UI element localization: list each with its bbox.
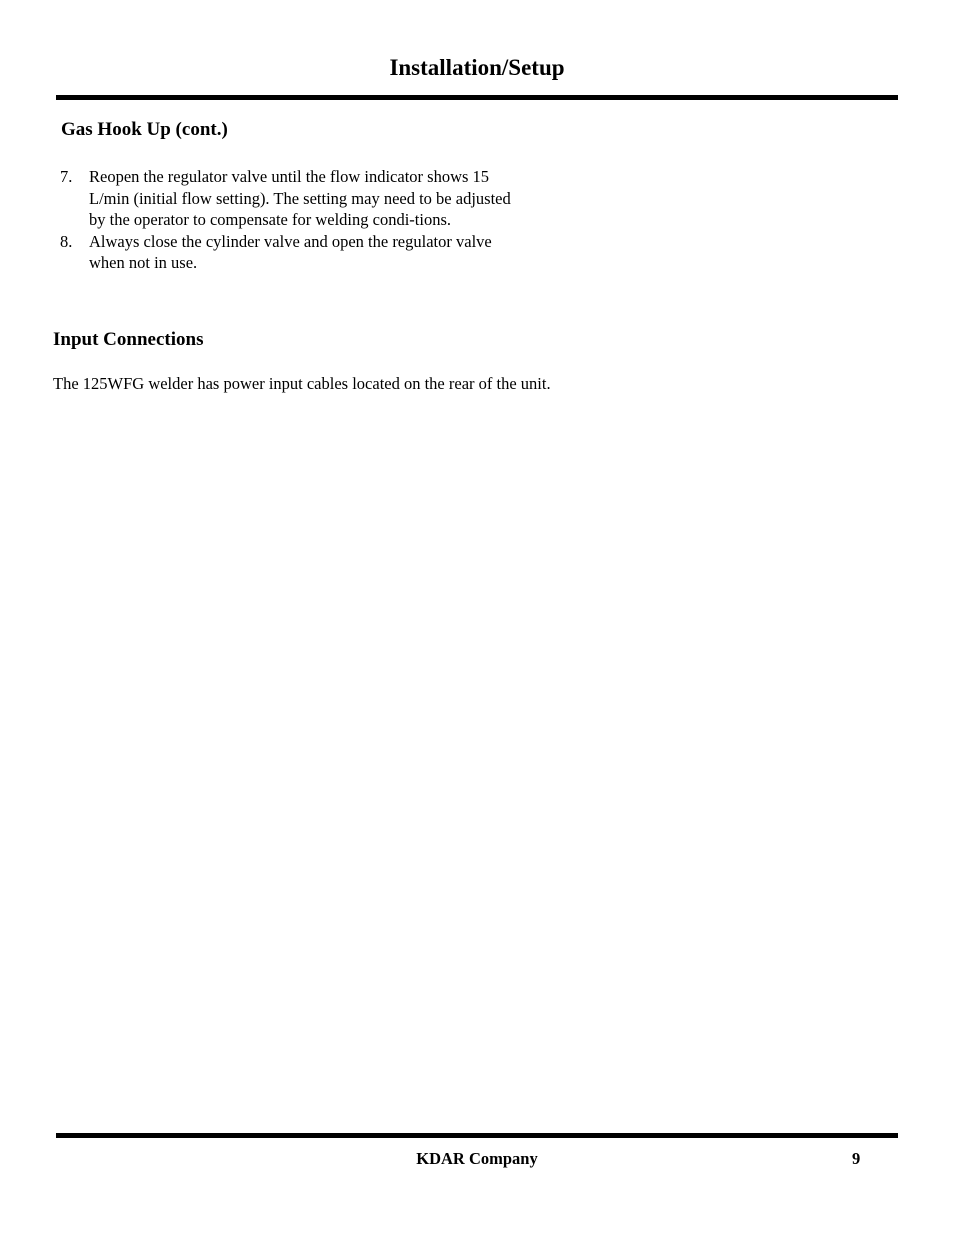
section-heading-input-connections: Input Connections xyxy=(53,329,204,350)
gas-hook-up-steps xyxy=(60,166,530,274)
footer-company-name: KDAR Company xyxy=(416,1149,538,1168)
step-text: Always close the cylinder valve and open the regulator valve when not in use. xyxy=(89,231,492,273)
footer-divider xyxy=(56,1133,898,1138)
section-heading-gas-hook-up: Gas Hook Up (cont.) xyxy=(61,119,228,140)
page-title: Installation/Setup xyxy=(389,55,565,80)
step-text: Reopen the regulator valve until the flow indicator shows 15 L/min (initial flow setting). The setting may need to be adjusted by the operator to compensate for welding condi-tions. xyxy=(89,167,511,230)
step-number: 8. xyxy=(60,231,73,251)
list-item-step-7 xyxy=(60,166,530,231)
list-item-step-8 xyxy=(60,231,530,274)
header-divider xyxy=(56,95,898,100)
step-number: 7. xyxy=(60,167,73,186)
footer-page-number: 9 xyxy=(852,1149,861,1168)
input-connections-paragraph: The 125WFG welder has power input cables located on the rear of the unit. xyxy=(53,374,551,393)
